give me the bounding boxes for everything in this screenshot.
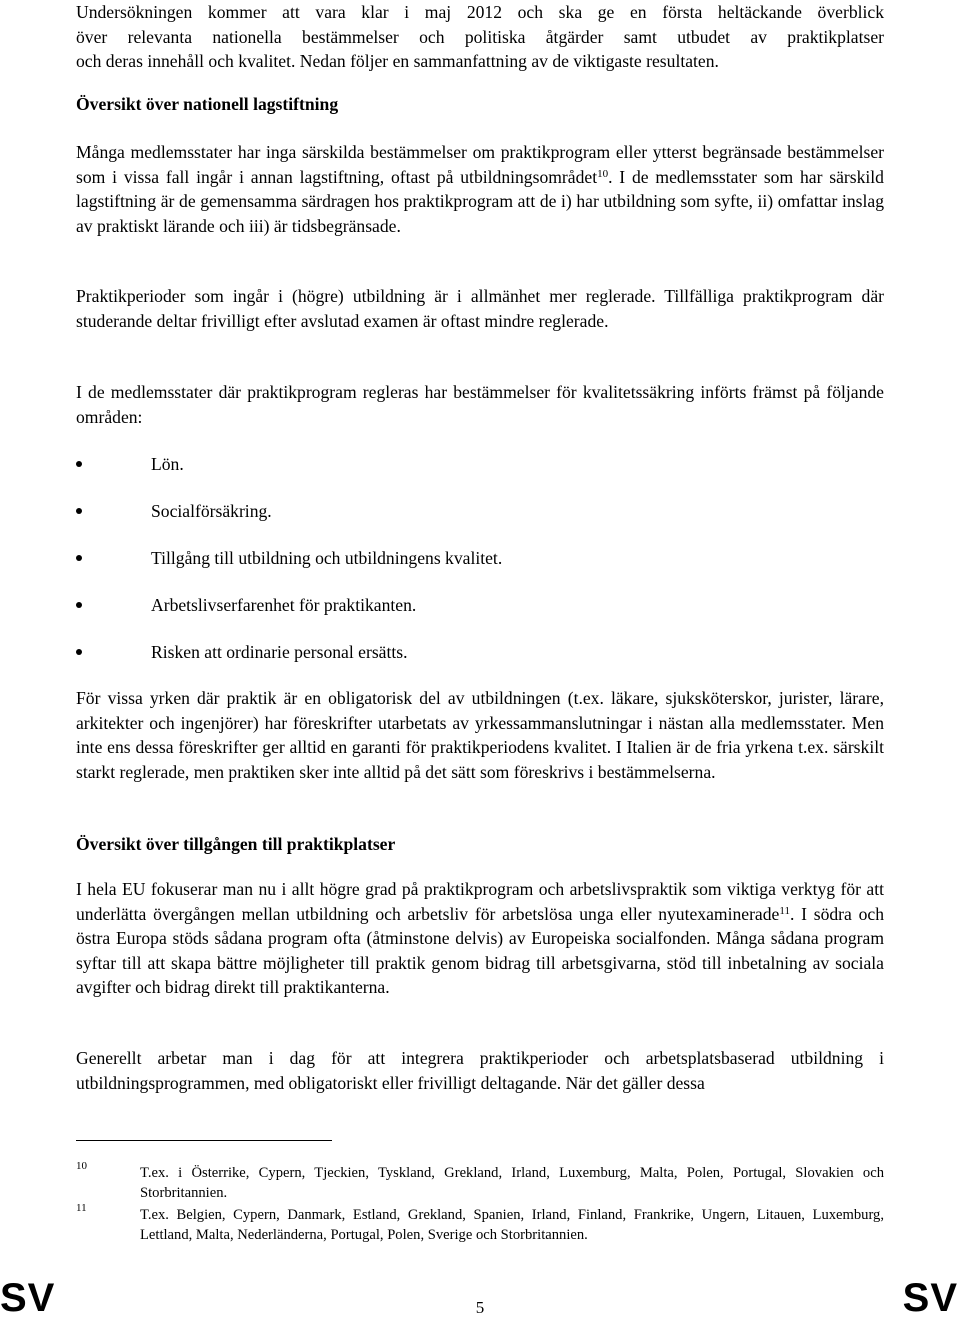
footnote-text: T.ex. i Österrike, Cypern, Tjeckien, Tyskland, Grekland, Irland, Luxemburg, Malta, Polen, Portugal, Slovakien och Storbritannien. bbox=[140, 1165, 884, 1201]
paragraph-eu-focus bbox=[76, 877, 884, 1000]
footer-language-right: SV bbox=[902, 1276, 958, 1320]
bullet-icon bbox=[76, 555, 82, 561]
footnote-separator bbox=[76, 1140, 332, 1141]
list-item: Risken att ordinarie personal ersätts. bbox=[76, 640, 884, 687]
footnote-ref-10[interactable]: 10 bbox=[597, 167, 609, 180]
list-item: Arbetslivserfarenhet för praktikanten. bbox=[76, 593, 884, 640]
list-item: Socialförsäkring. bbox=[76, 499, 884, 546]
paragraph-quality-assurance-intro: I de medlemsstater där praktikprogram regleras har bestämmelser för kvalitetssäkring införts främst på följande områden: bbox=[76, 382, 884, 427]
intro-paragraph bbox=[76, 0, 884, 74]
footnote-number: 10 bbox=[76, 1160, 87, 1172]
page-number: 5 bbox=[475, 1298, 485, 1317]
paragraph-higher-education-internships: Praktikperioder som ingår i (högre) utbildning är i allmänhet mer reglerade. Tillfälliga praktikprogram där studerande deltar frivilligt efter avslutad examen är oftast mindre reglerade. bbox=[76, 286, 884, 331]
list-item: Tillgång till utbildning och utbildningens kvalitet. bbox=[76, 546, 884, 593]
paragraph-text-a: I hela EU fokuserar man nu i allt högre grad på praktikprogram och arbetslivspraktik som viktiga verktyg för att underlätta övergången mellan utbildning och arbetsliv för arbetslösa unga eller nyutexaminerade bbox=[76, 879, 884, 924]
footnote-text: T.ex. Belgien, Cypern, Danmark, Estland, Grekland, Spanien, Irland, Finland, Frankrike, Ungern, Litauen, Luxemburg, Lettland, Malta, Nederländerna, Portugal, Polen, Sverige och Storbritannien. bbox=[140, 1207, 884, 1243]
section-heading-national-legislation: Översikt över nationell lagstiftning bbox=[76, 94, 339, 114]
intro-line-3: och deras innehåll och kvalitet. Nedan följer en sammanfattning av de viktigaste resultaten. bbox=[76, 51, 719, 72]
footnote-ref-11[interactable]: 11 bbox=[779, 904, 790, 917]
bullet-icon bbox=[76, 649, 82, 655]
intro-line-1: Undersökningen kommer att vara klar i maj 2012 och ska ge en första heltäckande överblick bbox=[76, 2, 884, 22]
paragraph-professions: För vissa yrken där praktik är en obligatorisk del av utbildningen (t.ex. läkare, sjuksköterskor, jurister, lärare, arkitekter och ingenjörer) har föreskrifter utarbetats av yrkessammanslutningar i nästan alla medlemsstater. Men inte ens dessa föreskrifter ger alltid en garanti för praktikperiodens kvalitet. I Italien är de fria yrkena t.ex. särskilt starkt reglerade, men praktiken sker inte alltid på det sätt som föreskrivs i bestämmelserna. bbox=[76, 688, 884, 782]
paragraph-text-a: Många medlemsstater har inga särskilda bestämmelser om praktikprogram eller ytterst begränsade bestämmelser som i vissa fall ingår i annan lagstiftning, oftast på utbildningsområdet bbox=[76, 142, 884, 187]
bullet-icon bbox=[76, 508, 82, 514]
paragraph-text-b: . I södra och östra Europa stöds sådana program ofta (åtminstone delvis) av Europeiska socialfonden. Många sådana program syftar till att skapa bättre möjligheter till praktik genom bidrag till arbetsgivarna, stöd till inbetalning av sociala avgifter och bidrag direkt till praktikanterna. bbox=[76, 903, 885, 998]
bullet-icon bbox=[76, 602, 82, 608]
list-item: Lön. bbox=[76, 452, 884, 499]
paragraph-integration: Generellt arbetar man i dag för att integrera praktikperioder och arbetsplatsbaserad utbildning i utbildningsprogrammen, med obligatoriskt eller frivilligt deltagande. När det gäller dessa bbox=[76, 1048, 884, 1093]
paragraph-legislation-overview bbox=[76, 140, 884, 238]
footer-language-left: SV bbox=[0, 1276, 56, 1320]
quality-areas-list bbox=[76, 452, 884, 687]
footnote-number: 11 bbox=[76, 1202, 87, 1214]
section-heading-availability: Översikt över tillgången till praktikplatser bbox=[76, 834, 396, 854]
bullet-icon bbox=[76, 461, 82, 467]
intro-line-2: över relevanta nationella bestämmelser och politiska åtgärder samt utbudet av praktikplatser bbox=[76, 26, 884, 47]
paragraph-text-b: . I de medlemsstater som har särskild lagstiftning är de gemensamma särdragen hos praktikprogram att de i) har utbildning som syfte, ii) omfattar inslag av praktiskt lärande och iii) är tidsbegränsade. bbox=[76, 166, 884, 236]
